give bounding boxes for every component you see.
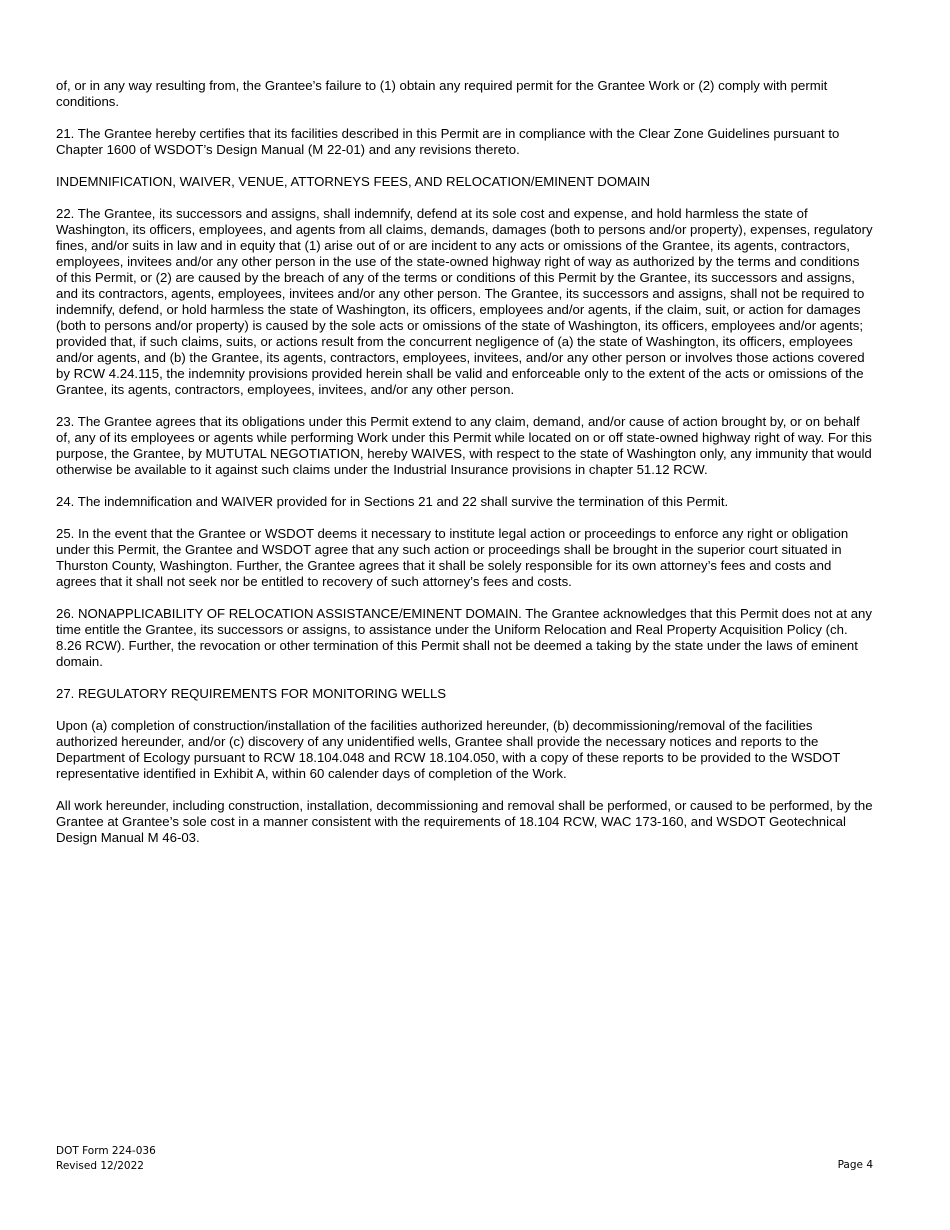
- paragraph-23: 23. The Grantee agrees that its obligations under this Permit extend to any claim, demand, and/or cause of action brought by, or on behalf of, any of its employees or agents while performing Work under this Permit while located on or off state-owned highway right of way. For this purpose, the Grantee, by MUTUTAL NEGOTIATION, hereby WAIVES, with respect to the state of Washington only, any immunity that would otherwise be available to it against such claims under the Industrial Insurance provisions in chapter 51.12 RCW.: [56, 414, 872, 477]
- page-number: Page 4: [837, 1159, 873, 1171]
- document-body: [56, 78, 874, 862]
- paragraph-continuation: of, or in any way resulting from, the Grantee’s failure to (1) obtain any required permit for the Grantee Work or (2) comply with permit conditions.: [56, 78, 828, 109]
- paragraph-21: 21. The Grantee hereby certifies that its facilities described in this Permit are in compliance with the Clear Zone Guidelines pursuant to Chapter 1600 of WSDOT’s Design Manual (M 22-01) and any revisions thereto.: [56, 126, 840, 157]
- paragraph-25: 25. In the event that the Grantee or WSDOT deems it necessary to institute legal action or proceedings to enforce any right or obligation under this Permit, the Grantee and WSDOT agree that any such action or proceedings shall be brought in the superior court situated in Thurston County, Washington. Further, the Grantee agrees that it shall be solely responsible for its own attorney’s fees and costs and agrees that it shall not seek nor be entitled to recovery of such attorney’s fees and costs.: [56, 526, 849, 589]
- revision-date: Revised 12/2022: [56, 1159, 144, 1172]
- form-number: DOT Form 224-036: [56, 1145, 156, 1157]
- section-heading-monitoring-wells: 27. REGULATORY REQUIREMENTS FOR MONITORING WELLS: [56, 686, 447, 701]
- paragraph-22: 22. The Grantee, its successors and assigns, shall indemnify, defend at its sole cost and expense, and hold harmless the state of Washington, its officers, employees, and agents from all claims, demands, damages (both to persons and/or property), expenses, regulatory fines, and/or suits in law and in equity that (1) arise out of or are incident to any acts or omissions of the Grantee, its agents, contractors, employees, invitees and/or any other person in the use of the state-owned highway right of way as authorized by the terms and conditions of this Permit, or (2) are caused by the breach of any of the terms or conditions of this Permit by the Grantee, its successors and assigns, and its contractors, agents, employees, invitees and/or any other person. The Grantee, its successors and assigns, shall not be required to indemnify, defend, or hold harmless the state of Washington, its officers, employees and/or agents, if the claim, suit, or action for damages (both to persons and/or property) is caused by the sole acts or omissions of the state of Washington, its officers, employees and/or agents; provided that, if such claims, suits, or actions result from the concurrent negligence of (a) the state of Washington, its officers, employees and/or agents, and (b) the Grantee, its agents, contractors, employees, invitees, and/or any other person or involves those actions covered by RCW 4.24.115, the indemnity provisions provided herein shall be valid and enforceable only to the extent of the acts or omissions of the Grantee, its agents, contractors, employees, invitees, and/or any other person.: [56, 206, 873, 397]
- footer-form-info: [56, 1144, 156, 1173]
- section-heading-indemnification: INDEMNIFICATION, WAIVER, VENUE, ATTORNEYS FEES, AND RELOCATION/EMINENT DOMAIN: [56, 174, 650, 189]
- paragraph-monitoring-wells-work: All work hereunder, including construction, installation, decommissioning and removal shall be performed, or caused to be performed, by the Grantee at Grantee’s sole cost in a manner consistent with the requirements of 18.104 RCW, WAC 173-160, and WSDOT Geotechnical Design Manual M 46-03.: [56, 798, 873, 845]
- paragraph-24: 24. The indemnification and WAIVER provided for in Sections 21 and 22 shall survive the termination of this Permit.: [56, 494, 729, 509]
- paragraph-26: 26. NONAPPLICABILITY OF RELOCATION ASSISTANCE/EMINENT DOMAIN. The Grantee acknowledges that this Permit does not at any time entitle the Grantee, its successors or assigns, to assistance under the Uniform Relocation and Real Property Acquisition Policy (ch. 8.26 RCW). Further, the revocation or other termination of this Permit shall not be deemed a taking by the state under the laws of eminent domain.: [56, 606, 872, 669]
- paragraph-monitoring-wells-notice: Upon (a) completion of construction/installation of the facilities authorized hereunder, (b) decommissioning/removal of the facilities authorized hereunder, and/or (c) discovery of any unidentified wells, Grantee shall provide the necessary notices and reports to the Department of Ecology pursuant to RCW 18.104.048 and RCW 18.104.050, with a copy of these reports to be provided to the WSDOT representative identified in Exhibit A, within 60 calender days of completion of the Work.: [56, 718, 841, 781]
